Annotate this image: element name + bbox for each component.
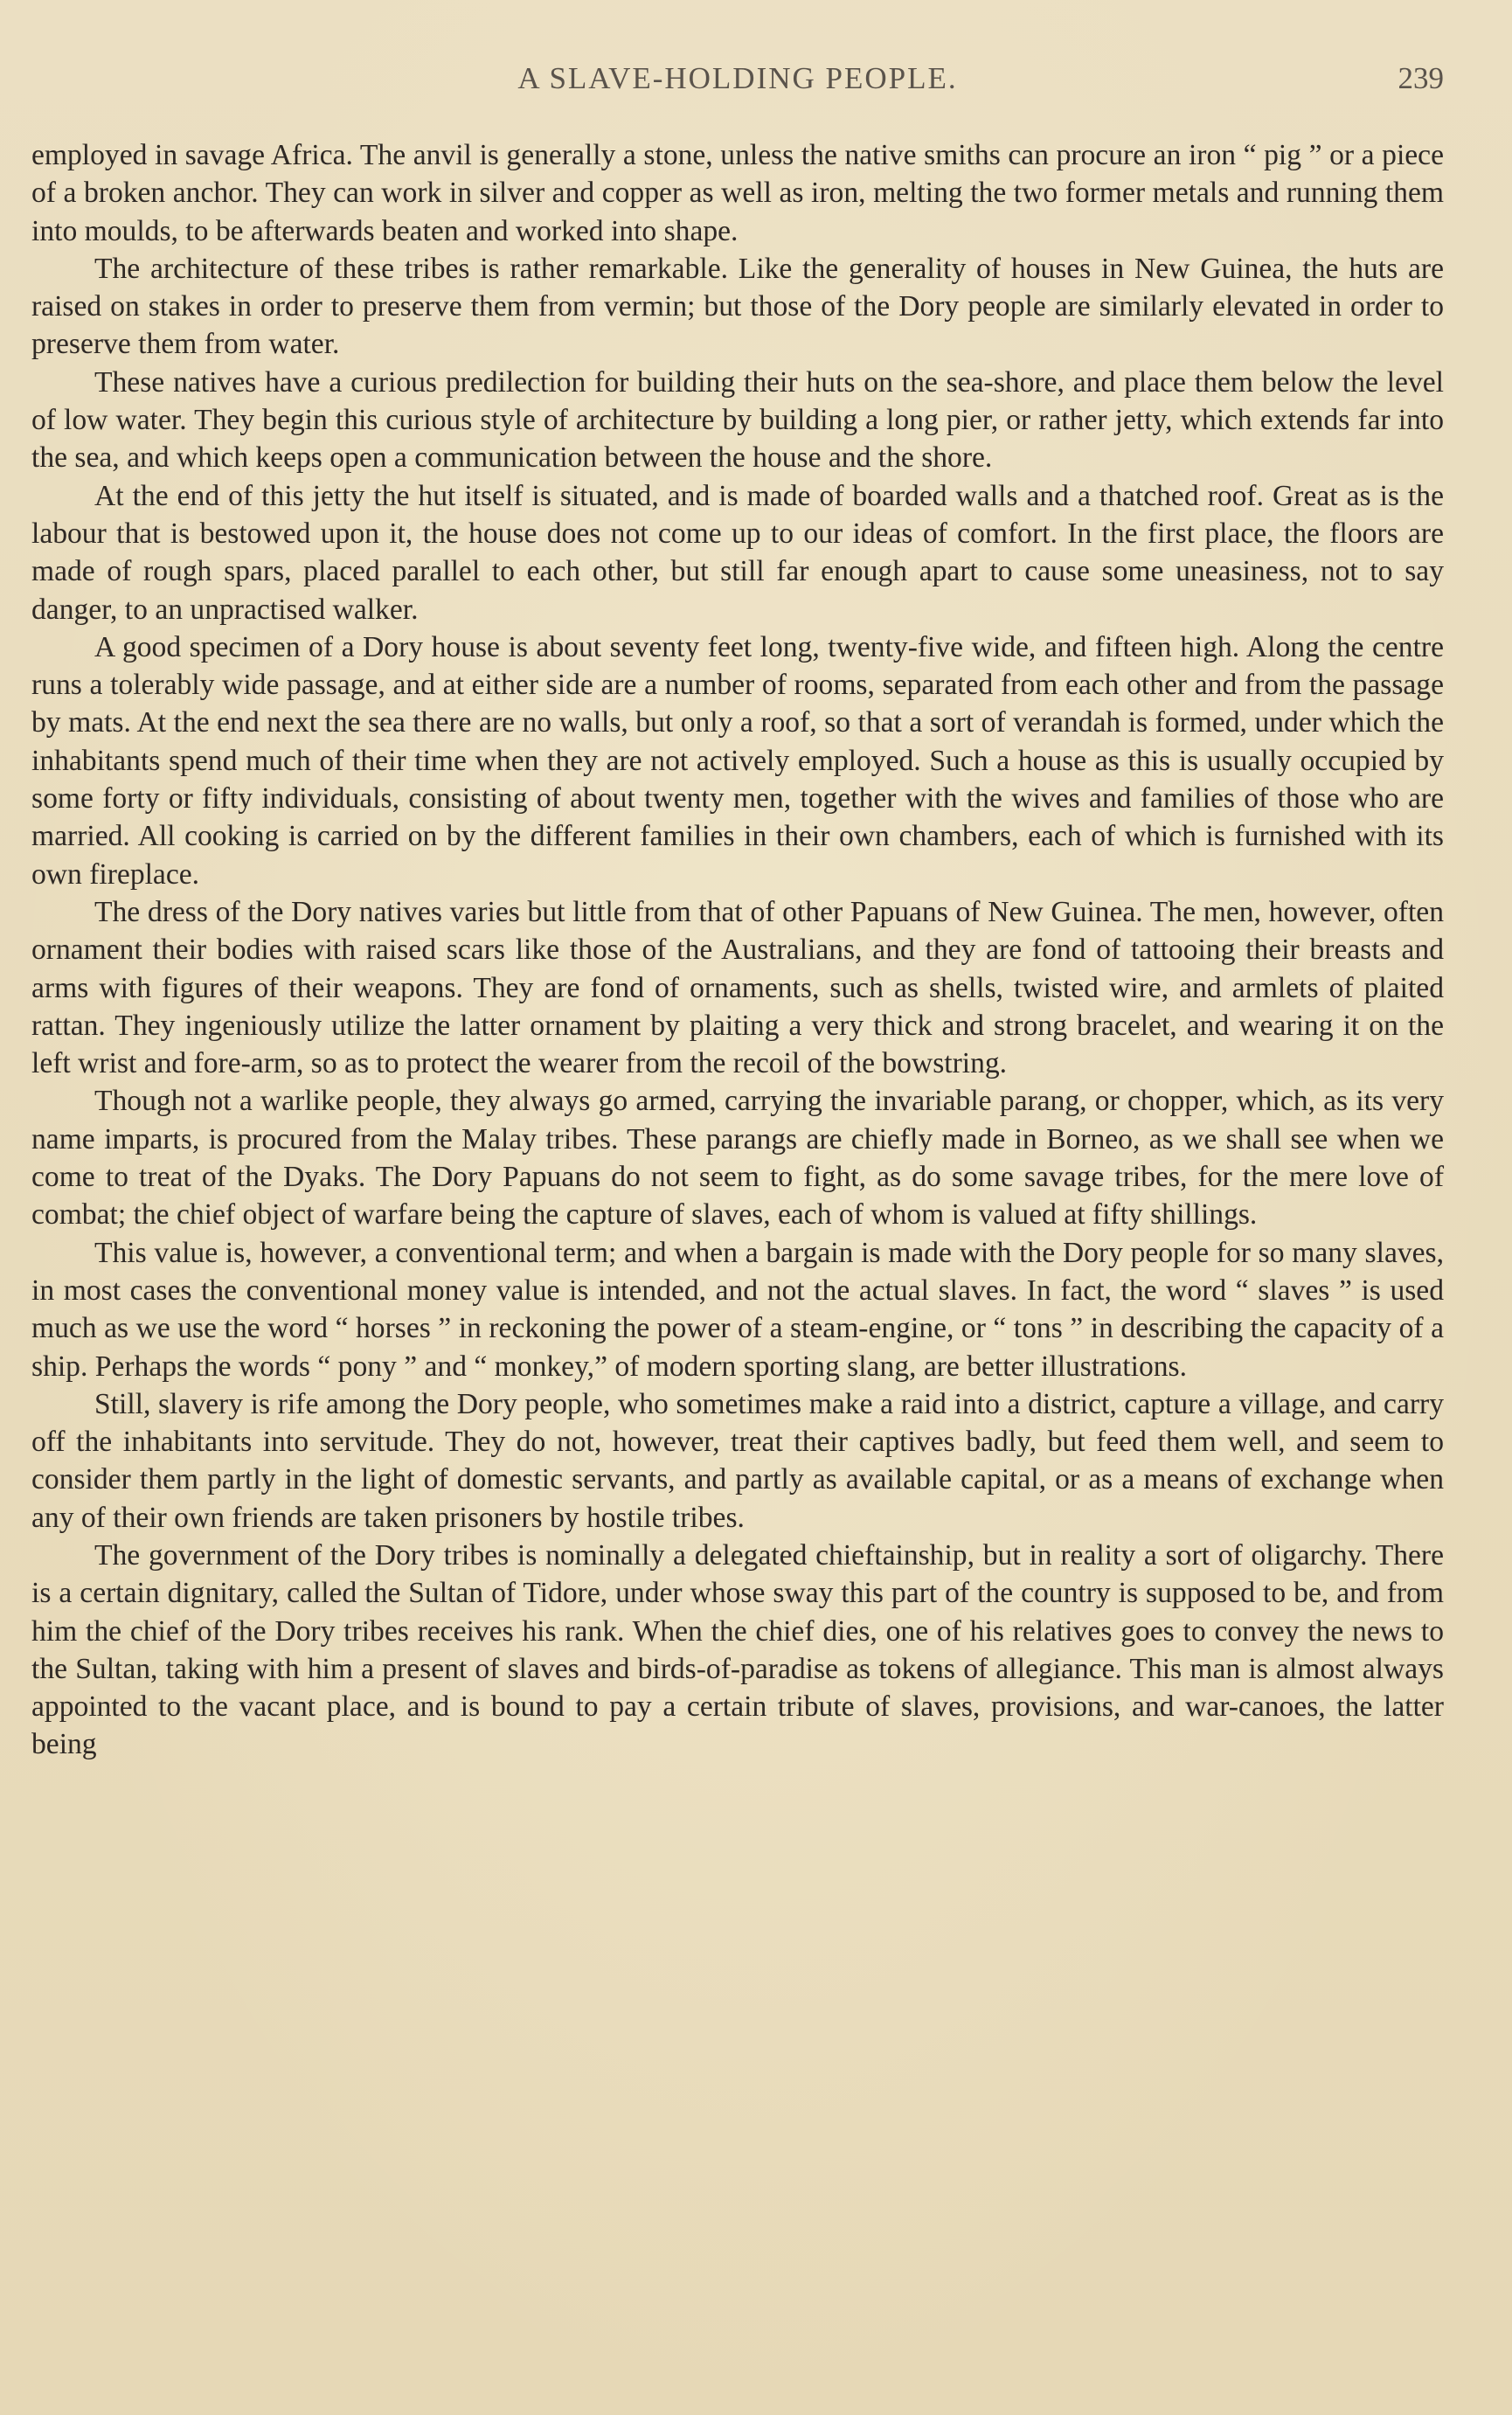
paragraph-government: The government of the Dory tribes is nominally a delegated chieftainship, but in reality a sort of oligarchy. There is a certain dignitary, called the Sultan of Tidore, under whose sway this part of the country is supposed to be, and from him the chief of the Dory tribes receives his rank. When the chief dies, one of his relatives goes to convey the news to the Sultan, taking with him a present of slaves and birds-of-paradise as tokens of allegiance. This man is almost always appointed to the vacant place, and is bound to pay a certain tribute of slaves, provisions, and war-canoes, the latter being (31, 1538, 1444, 1761)
paragraph-continued: employed in savage Africa. The anvil is generally a stone, unless the native smiths can procure an iron “ pig ” or a piece of a broken anchor. They can work in silver and copper as well as iron, melting the two former metals and running them into moulds, to be afterwards beaten and worked into shape. (31, 139, 1444, 247)
paragraph-slavery: Still, slavery is rife among the Dory people, who sometimes make a raid into a district, capture a village, and carry off the inhabitants into servitude. They do not, however, treat their captives badly, but feed them well, and seem to consider them partly in the light of domestic servants, and partly as available capital, or as a means of exchange when any of their own friends are taken prisoners by hostile tribes. (31, 1387, 1444, 1534)
paragraph-architecture: The architecture of these tribes is rather remarkable. Like the generality of houses in New Guinea, the huts are raised on stakes in order to preserve them from vermin; but those of the Dory people are similarly elevated in order to preserve them from water. (31, 252, 1444, 361)
paragraph-slave-value: This value is, however, a conventional term; and when a bargain is made with the Dory people for so many slaves, in most cases the conventional money value is intended, and not the actual slaves. In fact, the word “ slaves ” is used much as we use the word “ horses ” in reckoning the power of a steam-engine, or “ tons ” in describing the capacity of a ship. Perhaps the words “ pony ” and “ monkey,” of modern sporting slang, are better illustrations. (31, 1236, 1444, 1383)
paragraph-dory-house: A good specimen of a Dory house is about seventy feet long, twenty-five wide, and fifteen high. Along the centre runs a tolerably wide passage, and at either side are a number of rooms, separated from each other and from the passage by mats. At the end next the sea there are no walls, but only a roof, so that a sort of verandah is formed, under which the inhabitants spend much of their time when they are not actively employed. Such a house as this is usually occupied by some forty or fifty individuals, consisting of about twenty men, together with the wives and families of those who are married. All cooking is carried on by the different families in their own chambers, each of which is furnished with its own fireplace. (31, 630, 1444, 891)
paragraph-jetty-hut: At the end of this jetty the hut itself is situated, and is made of boarded walls and a thatched roof. Great as is the labour that is bestowed upon it, the house does not come up to our ideas of comfort. In the first place, the floors are made of rough spars, placed parallel to each other, but still far enough apart to cause some uneasiness, not to say danger, to an unpractised walker. (31, 479, 1444, 626)
paragraph-sea-shore-huts: These natives have a curious predilection for building their huts on the sea-shore, and place them below the level of low water. They begin this curious style of architecture by building a long pier, or rather jetty, which extends far into the sea, and which keeps open a communication between the house and the shore. (31, 365, 1444, 475)
paragraph-dress: The dress of the Dory natives varies but little from that of other Papuans of New Guinea. The men, however, often ornament their bodies with raised scars like those of the Australians, and they are fond of tattooing their breasts and arms with figures of their weapons. They are fond of ornaments, such as shells, twisted wire, and armlets of plaited rattan. They ingeniously utilize the latter ornament by plaiting a very thick and strong bracelet, and wearing it on the left wrist and fore-arm, so as to protect the wearer from the recoil of the bowstring. (31, 895, 1444, 1080)
body-text (31, 136, 1444, 1764)
running-head (31, 61, 1444, 114)
running-title: A SLAVE-HOLDING PEOPLE. (517, 61, 958, 95)
paragraph-warfare: Though not a warlike people, they always go armed, carrying the invariable parang, or chopper, which, as its very name imparts, is procured from the Malay tribes. These parangs are chiefly made in Borneo, as we shall see when we come to treat of the Dyaks. The Dory Papuans do not seem to fight, as do some savage tribes, for the mere love of combat; the chief object of warfare being the capture of slaves, each of whom is valued at fifty shillings. (31, 1085, 1444, 1232)
page-number: 239 (1398, 61, 1444, 95)
